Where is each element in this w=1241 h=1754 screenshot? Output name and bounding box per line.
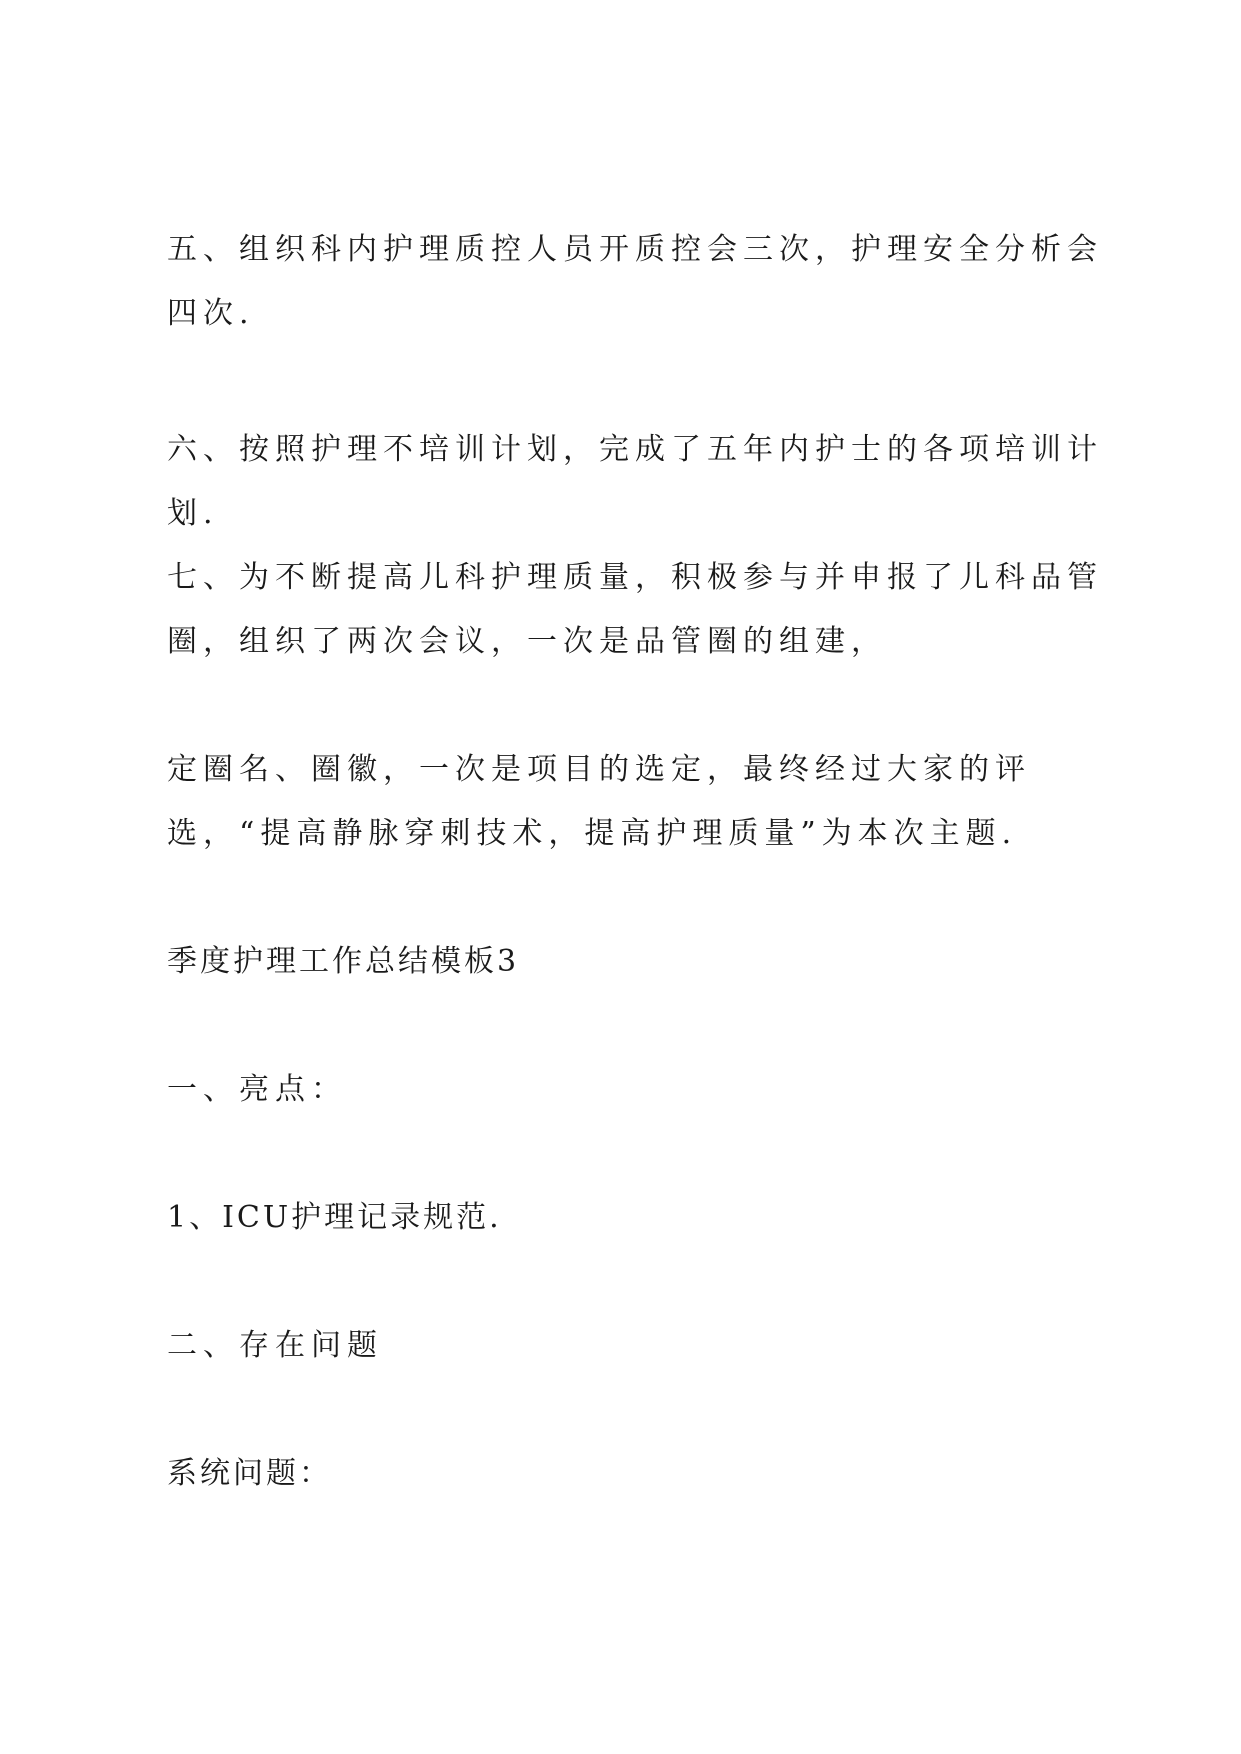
system-problems-label: 系统问题： [167,1456,332,1491]
section-title: 季度护理工作总结模板3 [167,944,520,979]
paragraph-six: 六、按照护理不培训计划，完成了五年内护士的各项培训计划. [167,432,1103,531]
paragraph-seven-continued: 定圈名、圈徽，一次是项目的选定，最终经过大家的评选，“提高静脉穿刺技术，提高护理质量”为本次主题. [167,752,1031,851]
paragraph-seven: 七、为不断提高儿科护理质量，积极参与并申报了儿科品管圈，组织了两次会议，一次是品管圈的组建， [167,560,1103,659]
highlight-item-1: 1、ICU护理记录规范. [167,1200,502,1235]
paragraph-five: 五、组织科内护理质控人员开质控会三次，护理安全分析会四次. [167,232,1103,331]
heading-highlights: 一、亮点： [167,1072,347,1107]
heading-problems: 二、存在问题 [167,1328,383,1363]
